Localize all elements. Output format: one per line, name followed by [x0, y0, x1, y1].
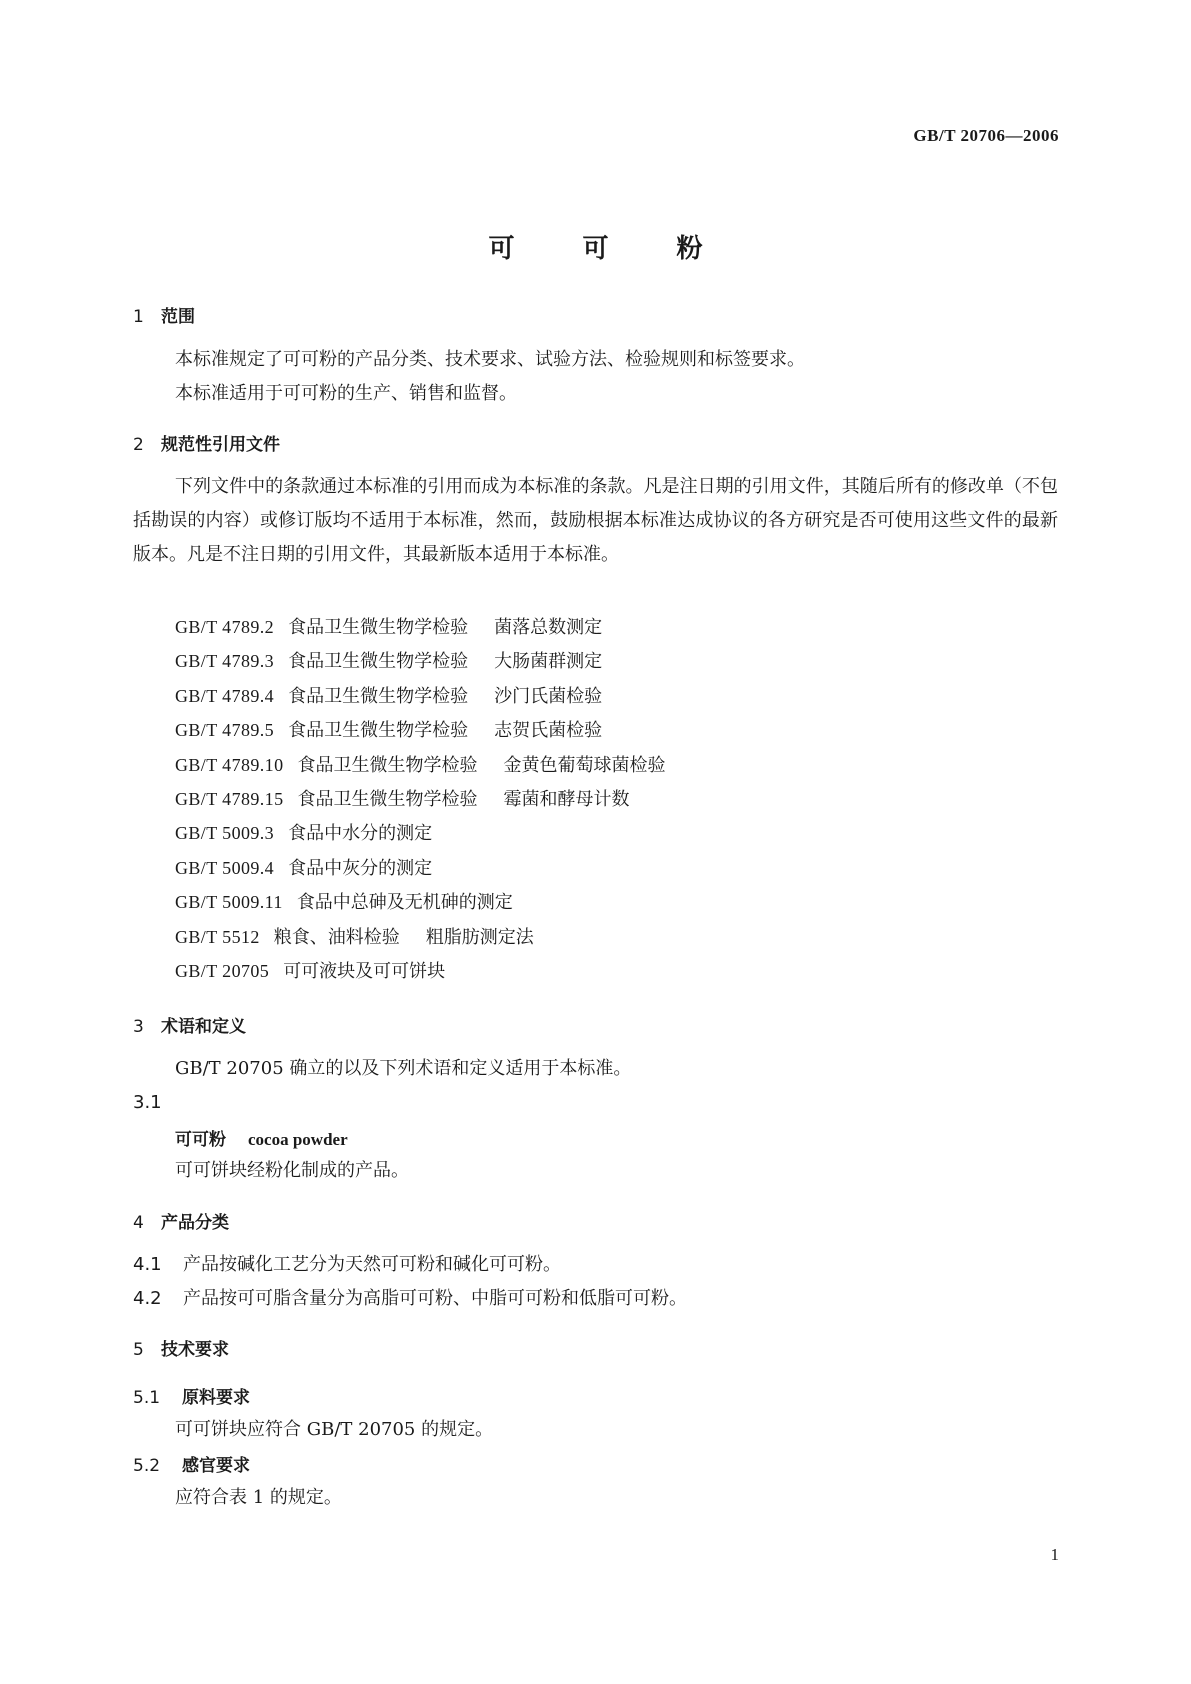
reference-item: [175, 610, 665, 644]
reference-item: [175, 782, 665, 816]
reference-item: [175, 679, 665, 713]
reference-code: GB/T 4789.5: [175, 720, 275, 741]
clause-text: 产品按碱化工艺分为天然可可粉和碱化可可粉。: [183, 1254, 561, 1275]
section-3-heading: [133, 1012, 246, 1037]
reference-code: GB/T 4789.15: [175, 788, 284, 809]
term-chinese: 可可粉: [175, 1130, 226, 1150]
term-entry: [175, 1125, 348, 1150]
reference-code: GB/T 5009.4: [175, 857, 275, 878]
reference-item: [175, 885, 665, 919]
reference-subtitle: 沙门氏菌检验: [494, 685, 603, 707]
reference-title: 食品中水分的测定: [288, 823, 433, 845]
reference-item: [175, 644, 665, 678]
reference-code: GB/T 5009.3: [175, 823, 275, 844]
reference-title: 食品卫生微生物学检验: [288, 651, 469, 673]
reference-subtitle: 金黄色葡萄球菌检验: [503, 754, 666, 776]
section-title: 术语和定义: [161, 1017, 246, 1037]
clause-number: 4.1: [133, 1254, 162, 1275]
term-english: cocoa powder: [248, 1130, 348, 1149]
subsection-5-1-text: 可可饼块应符合 GB/T 20705 的规定。: [175, 1419, 494, 1440]
reference-subtitle: 菌落总数测定: [494, 617, 603, 638]
reference-title: 食品卫生微生物学检验: [297, 754, 478, 776]
subsection-5-1-heading: [133, 1383, 250, 1408]
section-title: 技术要求: [161, 1340, 229, 1360]
section-2-intro: 下列文件中的条款通过本标准的引用而成为本标准的条款。凡是注日期的引用文件，其随后所有的修改单（不包括勘误的内容）或修订版均不适用于本标准，然而，鼓励根据本标准达成协议的各方研究是否可使用这些文件的最新版本。凡是不注日期的引用文件，其最新版本适用于本标准。: [133, 476, 1058, 565]
reference-code: GB/T 4789.4: [175, 685, 275, 706]
document-title: [0, 228, 1191, 265]
reference-item: [175, 748, 665, 782]
section-number: 3: [133, 1017, 144, 1037]
reference-subtitle: 志贺氏菌检验: [494, 720, 603, 742]
clause-text: 产品按可可脂含量分为高脂可可粉、中脂可可粉和低脂可可粉。: [183, 1288, 687, 1309]
title-char: 可: [488, 234, 515, 264]
section-title: 产品分类: [161, 1213, 229, 1233]
subsection-number: 5.1: [133, 1388, 161, 1408]
title-char: 粉: [676, 234, 703, 264]
section-number: 2: [133, 435, 144, 455]
standard-code: GB/T 20706—2006: [913, 126, 1059, 145]
title-char: 可: [582, 234, 609, 264]
reference-item: [175, 954, 665, 988]
reference-title: 可可液块及可可饼块: [283, 960, 446, 982]
section-3-intro: GB/T 20705 确立的以及下列术语和定义适用于本标准。: [175, 1058, 632, 1079]
term-definition: 可可饼块经粉化制成的产品。: [175, 1160, 409, 1181]
page-number: 1: [1050, 1545, 1059, 1564]
section-number: 5: [133, 1340, 144, 1360]
clause-4-2: [133, 1282, 687, 1316]
section-title: 规范性引用文件: [161, 435, 280, 455]
reference-item: [175, 851, 665, 885]
section-1-line-2: 本标准适用于可可粉的生产、销售和监督。: [175, 383, 517, 404]
subsection-5-2-text: 应符合表 1 的规定。: [175, 1487, 342, 1508]
reference-subtitle: 霉菌和酵母计数: [503, 788, 630, 810]
reference-code: GB/T 4789.3: [175, 651, 275, 672]
reference-subtitle: 大肠菌群测定: [494, 651, 603, 673]
reference-title: 食品卫生微生物学检验: [288, 617, 469, 638]
subsection-title: 原料要求: [182, 1388, 250, 1408]
section-5-heading: [133, 1335, 229, 1360]
clause-number: 4.2: [133, 1288, 162, 1309]
clause-4-1: [133, 1248, 561, 1282]
reference-title: 食品卫生微生物学检验: [288, 685, 469, 707]
section-title: 范围: [161, 307, 195, 327]
reference-code: GB/T 5009.11: [175, 892, 283, 913]
subsection-number: 5.2: [133, 1456, 161, 1476]
subsection-5-2-heading: [133, 1451, 250, 1476]
reference-code: GB/T 4789.2: [175, 617, 275, 637]
section-2-heading: [133, 430, 280, 455]
reference-item: [175, 713, 665, 747]
section-number: 4: [133, 1213, 144, 1233]
reference-title: 食品中总砷及无机砷的测定: [296, 892, 513, 914]
reference-title: 粮食、油料检验: [273, 926, 400, 948]
reference-item: [175, 920, 665, 954]
reference-item: [175, 816, 665, 850]
reference-list: [175, 610, 665, 988]
section-4-heading: [133, 1208, 229, 1233]
reference-title: 食品卫生微生物学检验: [288, 720, 469, 742]
reference-code: GB/T 5512: [175, 926, 260, 947]
section-1-heading: [133, 302, 195, 327]
section-number: 1: [133, 307, 144, 327]
reference-code: GB/T 20705: [175, 960, 270, 981]
section-1-line-1: 本标准规定了可可粉的产品分类、技术要求、试验方法、检验规则和标签要求。: [175, 349, 805, 370]
reference-title: 食品卫生微生物学检验: [297, 788, 478, 810]
subsection-3-1-number: 3.1: [133, 1092, 162, 1113]
reference-code: GB/T 4789.10: [175, 754, 284, 775]
reference-title: 食品中灰分的测定: [288, 857, 433, 879]
subsection-title: 感官要求: [182, 1456, 250, 1476]
reference-subtitle: 粗脂肪测定法: [425, 926, 534, 948]
